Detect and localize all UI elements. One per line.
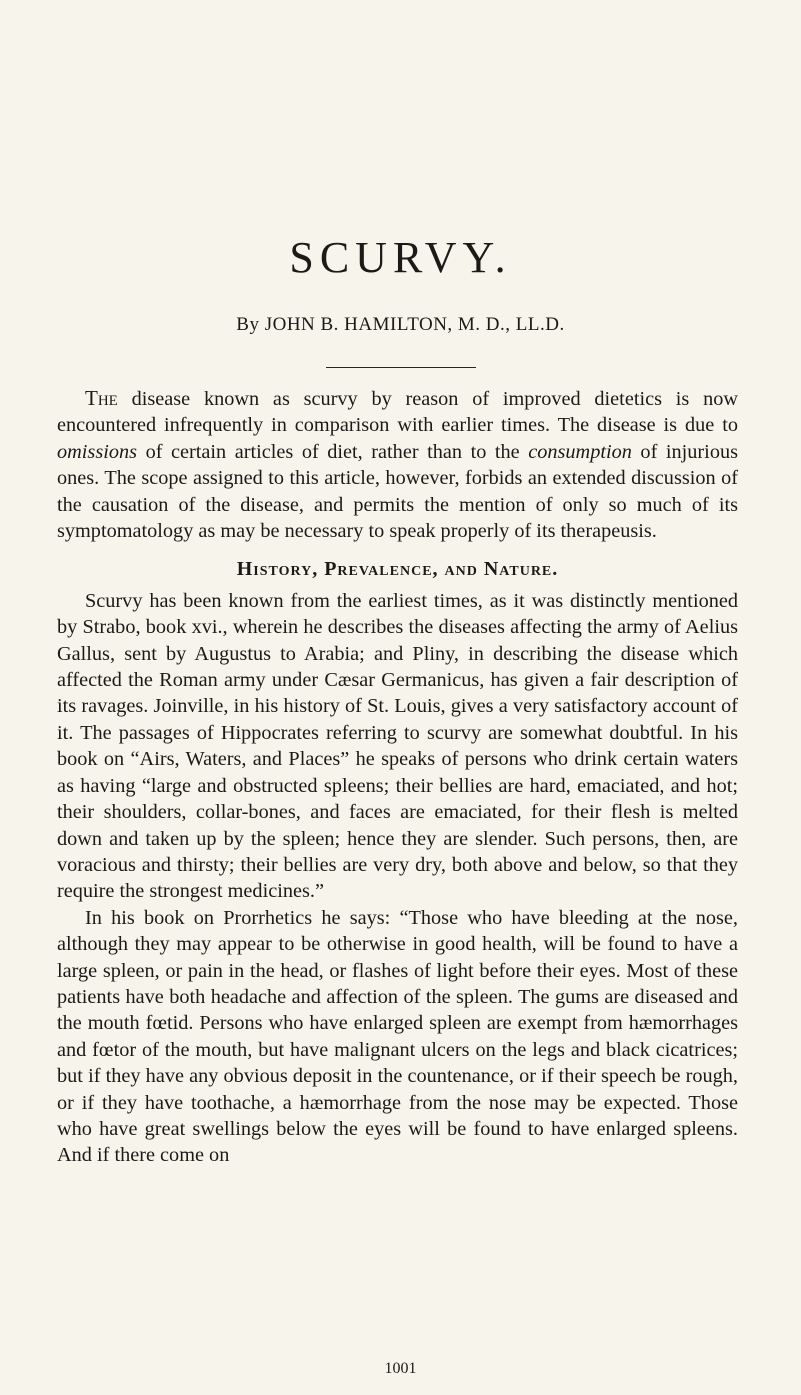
article-body: [57, 385, 738, 1169]
section-heading: History, Prevalence, and Nature.: [236, 558, 559, 581]
emphasis-omissions: omissions: [57, 440, 138, 463]
intro-paragraph: The disease known as scurvy by reason of improved dietetics is now encountered infrequently in comparison with earlier times. The disease is due to omissions of certain articles of diet, rather than to the consumption of injurious ones. The scope assigned to this article, however, forbids an extended discussion of the causation of the disease, and permits the mention of only so much of its symptomatology as may be necessary to speak properly of its therapeusis.: [57, 386, 738, 543]
title-rule: [326, 367, 476, 368]
page-number: 1001: [384, 1360, 417, 1377]
body-paragraph: Scurvy has been known from the earliest times, as it was distinctly mentioned by Strabo, book xvi., wherein he describes the diseases affecting the army of Aelius Gallus, sent by Augustus to Arabia; and Pliny, in describing the disease which affected the Roman army under Cæsar Germanicus, has given a fair description of its ravages. Joinville, in his history of St. Louis, gives a very satisfactory account of it. The passages of Hippocrates referring to scurvy are somewhat doubtful. In his book on “Airs, Waters, and Places” he speaks of persons who drink certain waters as having “large and obstructed spleens; their bellies are hard, emaciated, and hot; their shoulders, collar-bones, and faces are emaciated, for their flesh is melted down and taken up by the spleen; hence they are slender. Such persons, then, are voracious and thirsty; their bellies are very dry, both above and below, so that they require the strongest medicines.”: [57, 589, 738, 903]
author-byline: By JOHN B. HAMILTON, M. D., LL.D.: [236, 314, 565, 335]
body-paragraph: In his book on Prorrhetics he says: “Those who have bleeding at the nose, although they may appear to be otherwise in good health, will be found to have a large spleen, or pain in the head, or flashes of light before their eyes. Most of these patients have both headache and affection of the spleen. The gums are diseased and the mouth fœtid. Persons who have enlarged spleen are exempt from hæmorrhages and fœtor of the mouth, but have malignant ulcers on the legs and black cicatrices; but if they have any obvious deposit in the countenance, or if their speech be rough, or if they have toothache, a hæmorrhage from the nose may be expected. Those who have great swellings below the eyes will be found to have enlarged spleens. And if there come on: [57, 906, 738, 1167]
emphasis-consumption: consumption: [528, 440, 632, 463]
page-title: SCURVY.: [289, 233, 512, 282]
intro-lead: The: [85, 386, 118, 410]
